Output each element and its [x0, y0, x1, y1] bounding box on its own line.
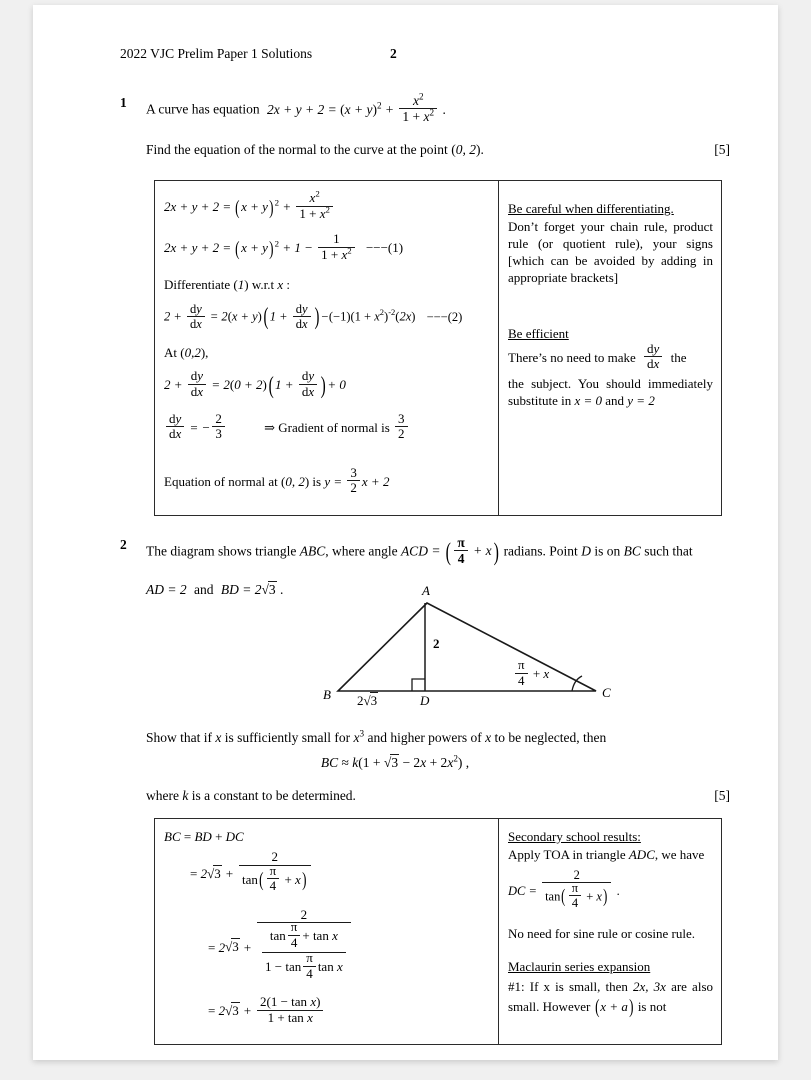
- working-line-4: 2 + $\frac{dy}{dx}$ = 2(x + y)( 1 + $\frac{dy}{dx}$ ) $-(-1)(1 + x^2)^{-2}(2x) ---(2)$: [164, 301, 463, 331]
- working-line-6: 2 + $\frac{dy}{dx}$ = 2(0 + 2)( 1 + $\frac{dy}{dx}$ ) + 0: [164, 368, 346, 400]
- vertex-label-b: B: [323, 686, 331, 702]
- q2-angle-expr: = ( $\frac{\pi}{4}$ + x): [431, 534, 499, 566]
- question-2-stem-text: [146, 534, 730, 568]
- comment-2-part2: the subject. You should immediately substitute in: [508, 375, 713, 408]
- question-1-number: 1: [120, 95, 127, 110]
- question-2-where-row: [120, 788, 730, 804]
- page-header: [120, 46, 730, 62]
- q2-stem-part4: is on: [594, 543, 621, 559]
- question-1-instruction-row: [120, 142, 730, 158]
- eqn-normal-label: Equation of normal at: [164, 473, 278, 489]
- q2-stem-part5: such that: [644, 543, 693, 559]
- q2-comment-xa: (x + a): [594, 996, 634, 1019]
- q2-show-formula: BC ≈ $k(1 + √3 - 2x + 2x^2)$ ,: [320, 753, 470, 770]
- triangle-abc-outline: [338, 603, 596, 691]
- q2-working-line-4: = 2√3 + $\frac{\text{2(1 − tan x)}}{\text{1 + tan x}}$: [208, 997, 490, 1027]
- q2-comment-formula-1: DC = 2 tan( $\frac{\pi}{4}$ + x) .: [508, 867, 620, 911]
- q2-working-line-2: = 2√3 + 2 tan( $\frac{\pi}{4}$ + x): [190, 852, 490, 898]
- q2-comment-heading-1: Secondary school results:: [508, 828, 641, 844]
- given-bd: BD = 2√3 .: [220, 581, 284, 597]
- base-length-label: 2√3: [357, 692, 378, 708]
- sub-x-value: x = 0: [574, 392, 602, 408]
- document-page: [33, 5, 778, 1060]
- comment-2-and: and: [605, 392, 625, 408]
- comment-2-body-cont: [508, 376, 713, 410]
- vertex-label-d: D: [420, 692, 430, 708]
- working-line-2: $2x + y + 2 = (x + y)^2 + 1$ − $\frac{1}{1 + x^2}$ −−−(1): [164, 231, 404, 262]
- q2-working-line-3: = 2√3 + 2 tan $\frac{\pi}{4}$ + tan x 1 − tan $\frac{\pi}{4}$ tan x: [208, 910, 490, 988]
- q2-stem-part1: The diagram shows triangle: [146, 543, 297, 559]
- at-label: At: [164, 345, 177, 361]
- vertex-label-a: A: [422, 582, 430, 598]
- q2-comment-heading-2: Maclaurin series expansion: [508, 958, 651, 974]
- triangle-diagram-svg: [120, 588, 730, 710]
- q2-show-that-text: Show that if x is sufficiently small for $x^3$ and higher powers of x to be neglected, then: [146, 728, 607, 745]
- vertex-label-c: C: [602, 684, 611, 700]
- q2-working-line-1: BC = BD + DC: [164, 828, 244, 844]
- header-title: 2022 VJC Prelim Paper 1 Solutions: [120, 46, 313, 61]
- solution-box-1: [154, 180, 722, 515]
- q2-comment-body-2: No need for sine rule or cosine rule.: [508, 925, 695, 941]
- working-line-1: $2x + y + 2 = (x + y)^2$ + $\frac{x^2}{1 + x^2}$: [164, 193, 490, 223]
- q2-d: D: [581, 543, 591, 559]
- is-label: is: [312, 473, 322, 489]
- given-ad: AD = 2: [146, 581, 187, 597]
- q2-acd: ACD: [400, 543, 428, 559]
- q2-where-text: where k is a constant to be determined.: [146, 787, 356, 803]
- solution-box-2: [154, 818, 722, 1045]
- gradient-normal-label: ⇒ Gradient of normal is: [264, 419, 390, 435]
- solution-1-comments: [499, 181, 721, 514]
- q2-bc: BC: [623, 543, 641, 559]
- working-line-5: At (0,2),: [164, 345, 209, 361]
- comment-2-the: the: [670, 349, 687, 365]
- working-line-3: Differentiate (1) w.r.t x :: [164, 277, 291, 293]
- comment-1-heading: Be careful when differentiating.: [508, 201, 674, 217]
- q1-instruction: Find the equation of the normal to the curve at the point (0, 2).: [146, 142, 484, 158]
- page-number: 2: [390, 46, 397, 61]
- comment-spacer: [508, 289, 713, 302]
- question-2-number: 2: [120, 536, 127, 552]
- angle-label-at-c: $\frac{\pi}{4}$ + x: [513, 660, 549, 690]
- question-2-show-that-row: [120, 730, 730, 746]
- question-2-marks: [5]: [714, 787, 730, 803]
- given-and: and: [194, 581, 214, 597]
- q2-abc: ABC: [299, 543, 326, 559]
- q2-stem-part2: , where angle: [325, 543, 398, 559]
- comment-1-body: Don’t forget your chain rule, product rule (or quotient rule), your signs [which can be avoided by adding in appropriate brackets]: [508, 219, 713, 285]
- q2-comment-body-3: [508, 977, 713, 1017]
- comment-2-body: [508, 340, 713, 374]
- solution-2-working: [155, 819, 499, 1044]
- wrt-label: w.r.t: [251, 277, 275, 293]
- q1-stem-lead: A curve has equation: [146, 101, 260, 117]
- working-line-7: $\frac{dy}{dx}$ = − $\frac{2}{3}$ ⇒ Gradient of normal is $\frac{3}{2}$: [164, 414, 490, 444]
- differentiate-label: Differentiate: [164, 277, 231, 293]
- altitude-length-label: 2: [433, 635, 440, 651]
- comment-2-heading: Be efficient: [508, 325, 569, 341]
- q2-stem-part3: radians. Point: [503, 543, 578, 559]
- triangle-diagram-container: [120, 582, 730, 710]
- solution-1-working: [155, 181, 499, 514]
- q2-comment-body-1: Apply TOA in triangle ADC, we have: [508, 846, 705, 862]
- right-angle-marker: [412, 679, 425, 691]
- q1-equation: $2x + y + 2 = (x + y)^2$ + $\frac{x^2}{1 + x^2}$ .: [266, 91, 446, 125]
- q2-comment-body3-part2: are also small. However: [508, 978, 713, 1014]
- comment-2-part1: There’s no need to make: [508, 349, 636, 365]
- page-content: [120, 46, 730, 1045]
- question-1-marks: [5]: [714, 142, 730, 158]
- q2-comment-body3-part3: is not: [637, 998, 667, 1014]
- question-1-stem-text: [146, 91, 730, 126]
- sub-y-value: y = 2: [627, 392, 655, 408]
- working-line-8: Equation of normal at (0, 2) is y = $\frac{3}{2}$ x + 2: [164, 464, 390, 496]
- dydx-inline: $\frac{dy}{dx}$: [642, 350, 668, 365]
- q2-comment-terms: 2x, 3x: [633, 978, 666, 994]
- question-2-show-formula-row: [120, 754, 730, 772]
- question-2-stem: [120, 534, 730, 568]
- question-1-stem: [120, 91, 730, 126]
- solution-2-comments: [499, 819, 721, 1044]
- q2-comment-body3-part1: #1: If x is small, then: [508, 978, 628, 994]
